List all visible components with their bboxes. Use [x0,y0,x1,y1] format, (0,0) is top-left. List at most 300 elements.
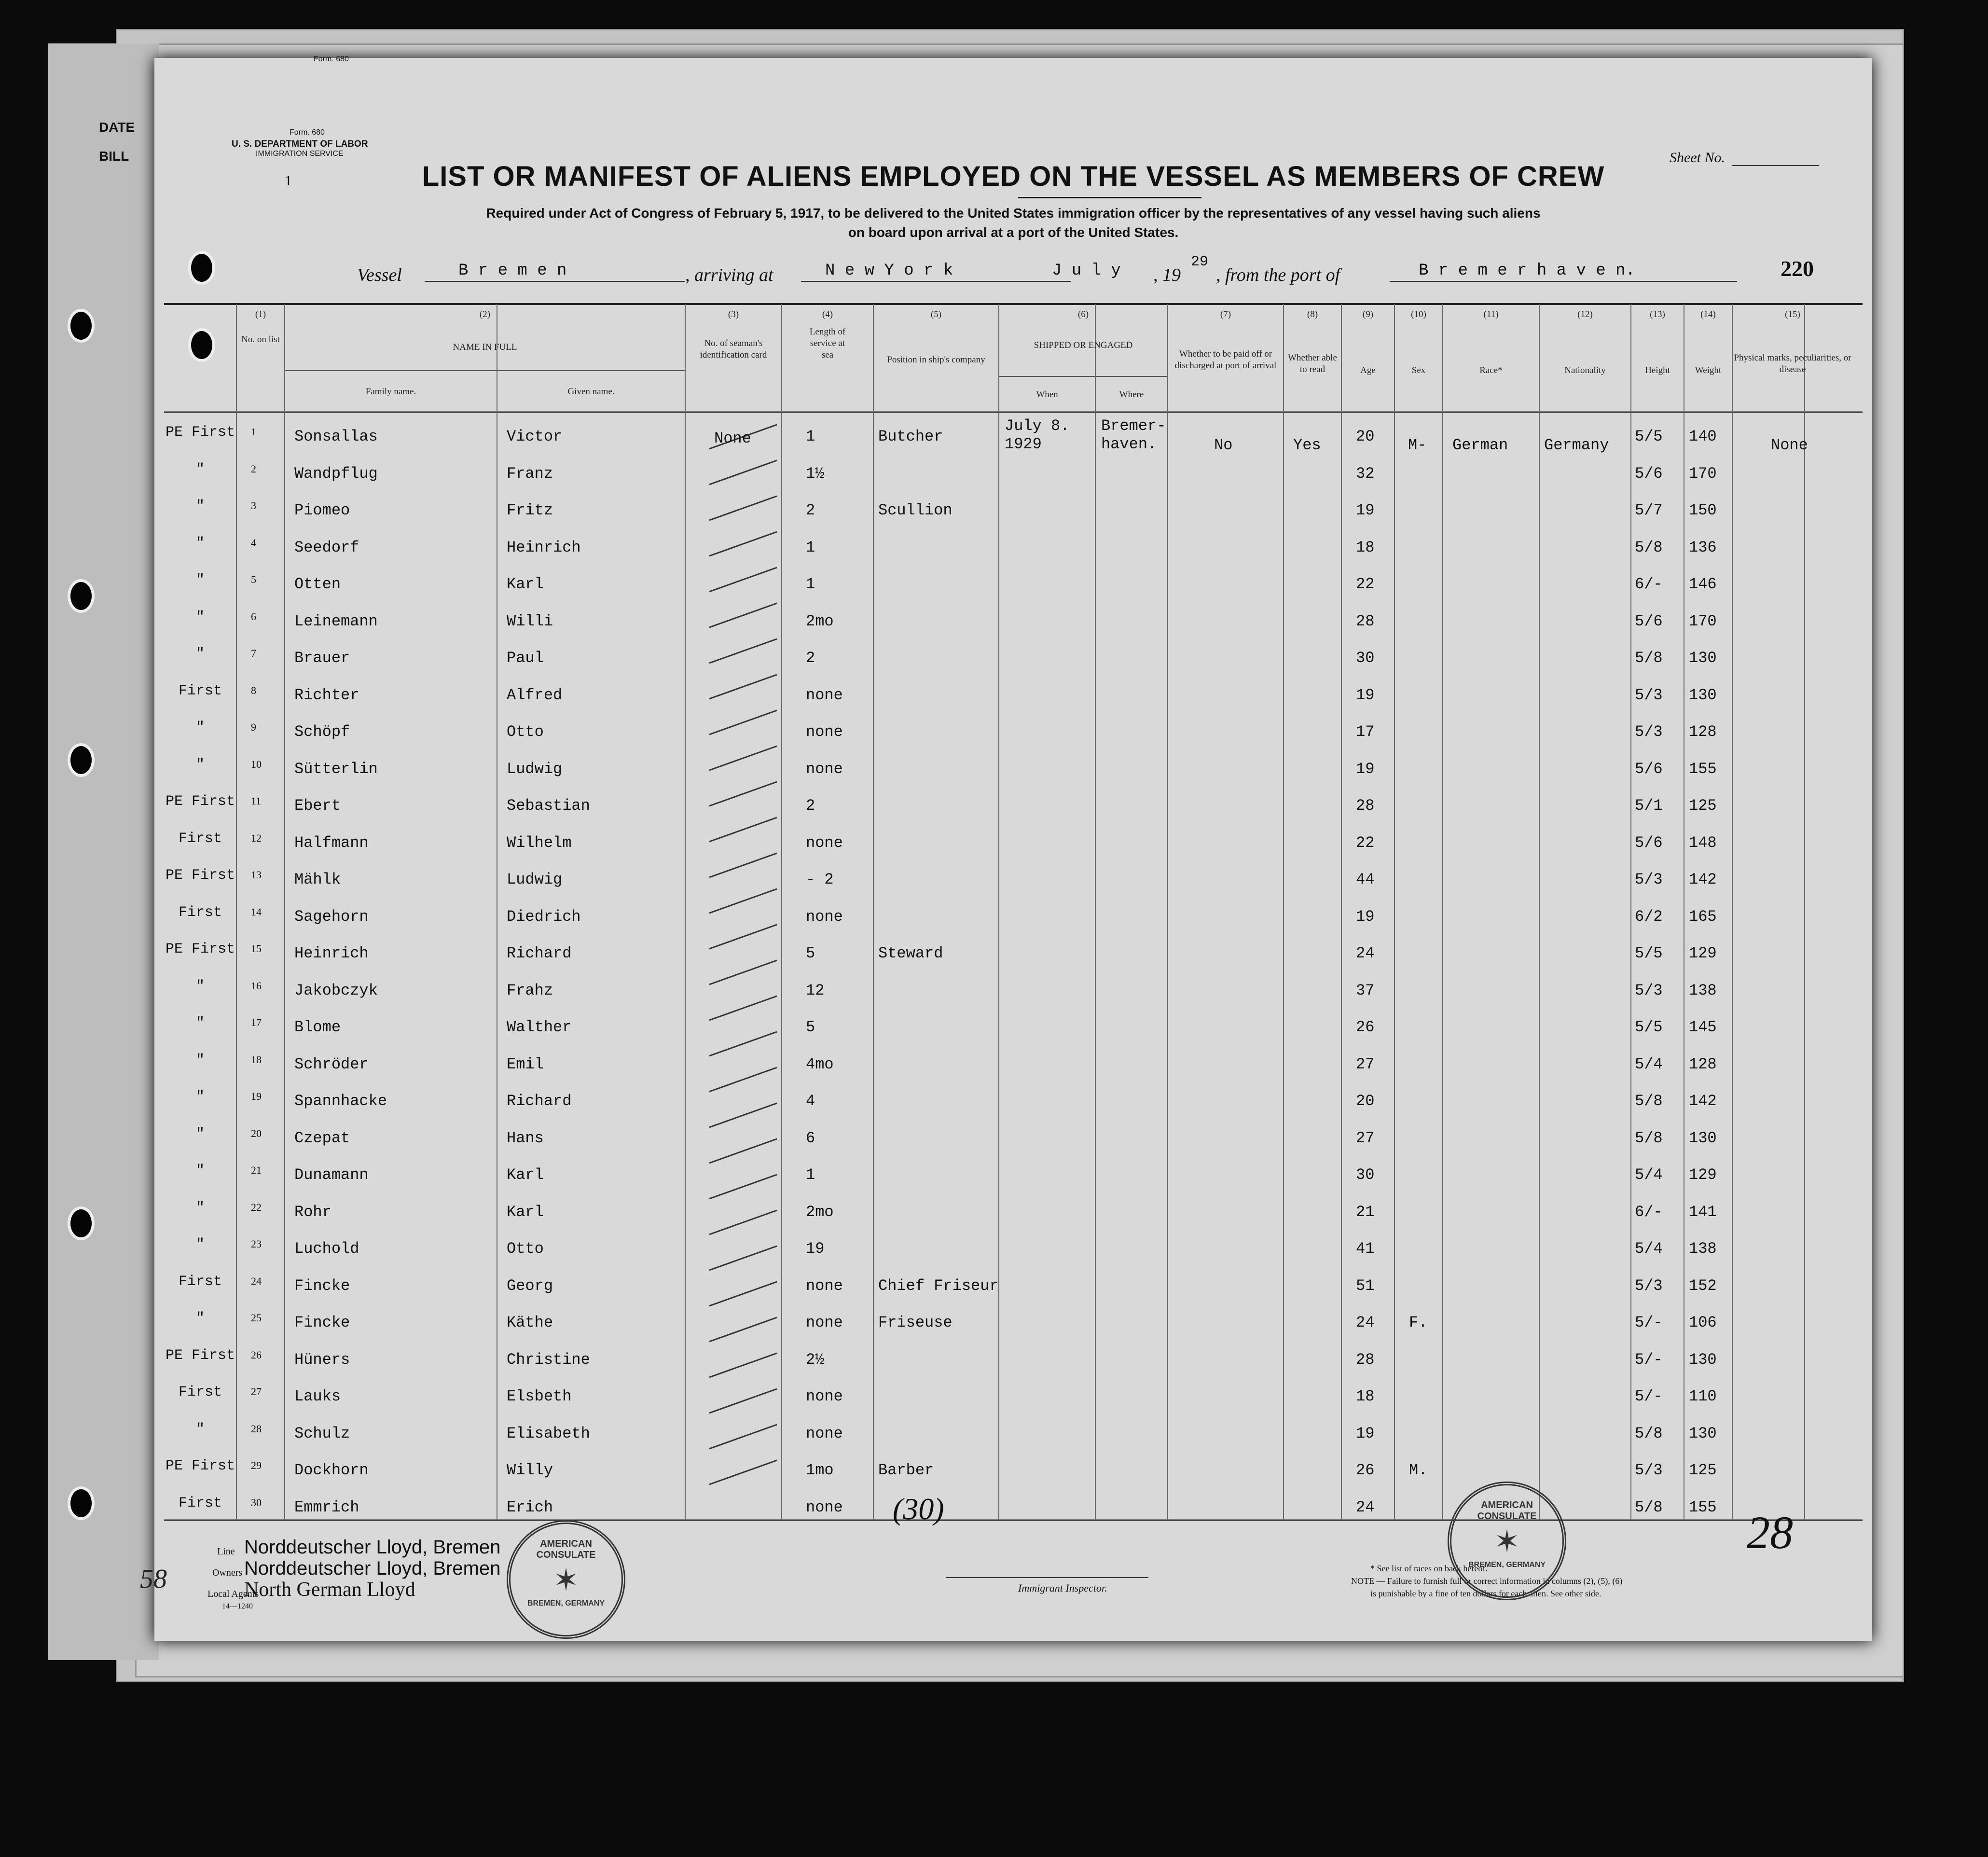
row-given-name: Otto [507,1240,544,1258]
row-number: 6 [251,610,256,623]
row-service-length: none [806,833,843,852]
col-when: When [1036,389,1058,400]
row-class: PE First [165,424,235,441]
col-no-on-list: No. on list [241,334,280,345]
arrival-month: J u l y [1052,262,1121,280]
stamp-city: BREMEN, GERMANY [527,1599,605,1608]
left-tab-strip [48,43,159,1660]
row1-nationality: Germany [1544,436,1609,454]
row-age: 27 [1356,1055,1375,1073]
row-age: 37 [1356,981,1375,999]
row1-race: German [1452,436,1508,454]
row-service-length: 4mo [806,1055,834,1073]
row-given-name: Alfred [507,686,563,704]
table-row [154,532,1872,569]
row1-where-2: haven. [1101,435,1157,453]
row-weight: 138 [1689,1240,1717,1258]
row-service-length: none [806,760,843,778]
from-label: , from the port of [1216,265,1340,285]
row-family-name: Dunamann [294,1166,369,1184]
row-age: 19 [1356,760,1375,778]
row-given-name: Richard [507,1092,572,1110]
row-family-name: Dockhorn [294,1461,369,1479]
row-height: 5/3 [1635,686,1663,704]
row-weight: 170 [1689,464,1717,483]
table-row [154,1159,1872,1196]
row-weight: 125 [1689,1461,1717,1479]
row-class: " [195,461,205,478]
row-position: Friseuse [878,1314,953,1331]
row-position: Steward [878,944,943,962]
row-class: PE First [165,941,235,957]
row-family-name: Sagehorn [294,907,369,926]
row-given-name: Willy [507,1461,553,1479]
row-class: " [195,720,205,736]
row-weight: 141 [1689,1203,1717,1221]
row-family-name: Otten [294,575,341,593]
row-family-name: Heinrich [294,944,369,962]
row-class: " [195,535,205,552]
row-age: 24 [1356,1314,1375,1331]
row-given-name: Georg [507,1276,553,1295]
table-row [154,1344,1872,1381]
row-height: 5/5 [1635,428,1663,445]
row-given-name: Christine [507,1350,590,1369]
arrival-port: N e w Y o r k [825,262,953,280]
row-family-name: Rohr [294,1203,331,1221]
owners-label: Owners [212,1567,243,1578]
row-sex: F. [1409,1314,1428,1331]
col-num: (3) [728,309,739,319]
row-number: 17 [251,1016,262,1028]
arrival-line [801,281,1071,282]
row-class: " [195,756,205,773]
left-tab-bill: BILL [99,149,129,164]
row-weight: 128 [1689,1055,1717,1073]
row-family-name: Schulz [294,1424,350,1442]
row-class: " [195,1163,205,1179]
row-height: 5/8 [1635,649,1663,667]
form-number-top: Form. 680 [314,55,349,63]
stamp-text: AMERICAN CONSULATE [1477,1500,1537,1522]
row-weight: 129 [1689,944,1717,962]
row-height: 5/3 [1635,981,1663,999]
row-age: 20 [1356,1092,1375,1110]
row-family-name: Halfmann [294,833,369,852]
row-service-length: 2mo [806,612,834,630]
row-service-length: 2½ [806,1350,825,1369]
col-paid-off: Whether to be paid off or discharged at port of arrival [1174,349,1277,371]
row-height: 5/8 [1635,1129,1663,1147]
row-given-name: Diedrich [507,907,581,926]
col-num: (13) [1650,309,1665,319]
row-class: PE First [165,1347,235,1364]
row-height: 5/5 [1635,1018,1663,1036]
row-family-name: Piomeo [294,501,350,519]
left-tab-date: DATE [99,120,135,135]
row-number: 12 [251,831,262,844]
row-given-name: Richard [507,944,572,962]
row-position: Butcher [878,428,943,445]
row-weight: 155 [1689,1498,1717,1516]
punch-hole [68,309,95,343]
row-weight: 136 [1689,538,1717,556]
row-family-name: Czepat [294,1129,350,1147]
row-height: 5/6 [1635,612,1663,630]
row-given-name: Karl [507,1203,544,1221]
row-given-name: Fritz [507,501,553,519]
row-number: 14 [251,905,262,918]
crew-total: (30) [893,1492,944,1526]
col-given-name: Given name. [567,387,615,397]
row-service-length: 4 [806,1092,815,1110]
footnote-penalty: NOTE — Failure to furnish full or correct information in columns (2), (5), (6) [1351,1576,1623,1586]
row-class: First [178,830,222,847]
table-row [154,975,1872,1012]
punch-hole [188,328,215,362]
row-service-length: none [806,723,843,741]
col-num: (8) [1307,309,1318,319]
row-number: 8 [251,684,256,696]
row-height: 5/3 [1635,723,1663,741]
row-number: 22 [251,1201,262,1213]
row-number: 20 [251,1127,262,1139]
row-weight: 142 [1689,871,1717,888]
table-row [154,827,1872,864]
arriving-label: , arriving at [685,265,773,285]
row-class: " [195,646,205,662]
row-weight: 106 [1689,1314,1717,1331]
table-row [154,1270,1872,1307]
table-row [154,864,1872,901]
row-position: Scullion [878,501,953,519]
consulate-stamp [1448,1482,1566,1600]
row-age: 17 [1356,723,1375,741]
manifest-sheet [140,55,1872,1641]
row-service-length: 5 [806,1018,815,1036]
row-class: " [195,572,205,588]
table-row [154,1492,1872,1529]
row-class: " [195,978,205,995]
row-number: 16 [251,979,262,992]
row-number: 23 [251,1238,262,1250]
row-given-name: Frahz [507,981,553,999]
row-given-name: Erich [507,1498,553,1516]
row-height: 6/- [1635,1203,1663,1221]
table-row [154,1418,1872,1455]
row-family-name: Fincke [294,1276,350,1295]
row-weight: 138 [1689,981,1717,999]
row-given-name: Willi [507,612,553,630]
row-family-name: Sütterlin [294,760,378,778]
row-family-name: Schröder [294,1055,369,1073]
table-row [154,1455,1872,1492]
row-weight: 140 [1689,428,1717,445]
row-weight: 170 [1689,612,1717,630]
row-family-name: Jakobczyk [294,981,378,999]
col-num: (1) [255,309,266,319]
row-age: 27 [1356,1129,1375,1147]
row-class: First [178,1384,222,1400]
col-num: (6) [1077,309,1089,319]
row-weight: 130 [1689,649,1717,667]
row-service-length: none [806,1424,843,1442]
row-class: PE First [165,867,235,884]
col-length-service: Length of service at sea [809,327,846,360]
col-name-in-full: NAME IN FULL [453,342,517,352]
row-service-length: 2 [806,649,815,667]
row-class: " [195,498,205,514]
row-service-length: none [806,1314,843,1331]
row-service-length: none [806,1387,843,1405]
row-service-length: 2mo [806,1203,834,1221]
row-height: 5/7 [1635,501,1663,519]
row-family-name: Luchold [294,1240,359,1258]
table-row [154,642,1872,679]
row-service-length: none [806,686,843,704]
sheet-number-line [1732,165,1819,166]
row-weight: 165 [1689,907,1717,926]
row-number: 10 [251,758,262,770]
row-family-name: Brauer [294,649,350,667]
row-age: 24 [1356,944,1375,962]
table-row [154,458,1872,495]
col-nationality: Nationality [1564,365,1606,375]
row-service-length: 5 [806,944,815,962]
punch-hole [68,579,95,613]
row-number: 3 [251,499,256,512]
row-height: 5/3 [1635,1461,1663,1479]
col-family-name: Family name. [365,387,416,397]
row-number: 29 [251,1459,262,1471]
consulate-stamp [507,1520,625,1639]
footnote-races: * See list of races on back hereof. [1370,1564,1488,1573]
row-class: First [178,1495,222,1511]
row-height: 5/- [1635,1350,1663,1369]
row1-when: July 8. [1005,417,1070,435]
row-number: 4 [251,536,256,549]
row-height: 5/5 [1635,944,1663,962]
col-seaman-id: No. of seaman's identification card [700,338,767,360]
row-service-length: 1 [806,538,815,556]
row-class: " [195,1125,205,1142]
table-row [154,568,1872,606]
local-agents-label: Local Agents [207,1589,259,1599]
col-able-read: Whether able to read [1288,353,1337,374]
row-given-name: Walther [507,1018,572,1036]
table-row [154,1196,1872,1233]
row-service-length: none [806,1498,843,1516]
row-age: 30 [1356,1166,1375,1184]
eagle-seal-icon: ✶ [1494,1524,1520,1559]
row-number: 5 [251,573,256,585]
row-age: 21 [1356,1203,1375,1221]
table-row [154,1012,1872,1049]
col-shipped-engaged: SHIPPED OR ENGAGED [1034,340,1133,350]
row-position: Barber [878,1461,934,1479]
row-age: 18 [1356,1387,1375,1405]
row-service-length: 1 [806,1166,815,1184]
row-given-name: Ludwig [507,760,563,778]
col-num: (7) [1220,309,1231,319]
row-weight: 130 [1689,1129,1717,1147]
row-number: 11 [251,795,262,807]
col-age: Age [1360,365,1376,375]
row-age: 30 [1356,649,1375,667]
row-age: 28 [1356,797,1375,815]
row-age: 18 [1356,538,1375,556]
departure-line [1390,281,1737,282]
table-row [154,790,1872,827]
row-given-name: Elisabeth [507,1424,590,1442]
row-given-name: Sebastian [507,797,590,815]
form-subtitle-1: Required under Act of Congress of February 5, 1917, to be delivered to the United States immigration officer by the representatives of any vessel having such aliens [486,206,1541,221]
row-class: First [178,904,222,921]
row-class: PE First [165,1458,235,1474]
vessel-line [425,281,685,282]
row-number: 18 [251,1053,262,1066]
col-num: (14) [1700,309,1716,319]
row1-paid-off: No [1214,436,1233,454]
row-given-name: Karl [507,1166,544,1184]
row-weight: 148 [1689,833,1717,852]
row-weight: 130 [1689,1350,1717,1369]
col-num: (4) [822,309,833,319]
row-given-name: Karl [507,575,544,593]
row-age: 22 [1356,575,1375,593]
row-given-name: Paul [507,649,544,667]
col-num: (9) [1362,309,1374,319]
row-weight: 150 [1689,501,1717,519]
row-height: 5/- [1635,1387,1663,1405]
row-number: 2 [251,462,256,475]
row-height: 5/8 [1635,1092,1663,1110]
row-number: 9 [251,721,256,733]
punch-hole [188,251,215,285]
col-race: Race* [1479,365,1503,375]
row-family-name: Mählk [294,871,341,888]
row-weight: 110 [1689,1387,1717,1405]
row1-physical: None [1771,436,1808,454]
row-service-length: none [806,907,843,926]
line-name: Norddeutscher Lloyd, Bremen [244,1537,501,1558]
row-service-length: 1½ [806,464,825,483]
row-weight: 145 [1689,1018,1717,1036]
form-title: LIST OR MANIFEST OF ALIENS EMPLOYED ON THE VESSEL AS MEMBERS OF CREW [422,161,1605,192]
sheet-number-label: Sheet No. [1670,150,1725,166]
row-family-name: Blome [294,1018,341,1036]
table-row [154,1049,1872,1086]
row-class: " [195,1015,205,1031]
row-service-length: - 2 [806,871,834,888]
row-service-length: 2 [806,501,815,519]
page-number: 220 [1781,256,1814,281]
row-age: 19 [1356,501,1375,519]
row-service-length: 1 [806,428,815,445]
row1-sex: M- [1408,436,1427,454]
row-age: 20 [1356,428,1375,445]
table-row [154,1233,1872,1270]
row-family-name: Lauks [294,1387,341,1405]
title-rule [1018,197,1201,198]
print-code: 14—1240 [222,1602,253,1610]
row-age: 41 [1356,1240,1375,1258]
table-row [154,421,1872,458]
row-age: 51 [1356,1276,1375,1295]
row-height: 5/1 [1635,797,1663,815]
row-height: 5/8 [1635,538,1663,556]
form-number: Form. 680 [290,128,325,137]
row-service-length: 19 [806,1240,825,1258]
inspector-label: Immigrant Inspector. [1018,1582,1107,1594]
row-age: 22 [1356,833,1375,852]
inspector-signature-line [946,1577,1148,1578]
row-height: 5/3 [1635,871,1663,888]
row-height: 5/4 [1635,1240,1663,1258]
row-service-length: 1 [806,575,815,593]
row-given-name: Otto [507,723,544,741]
row-weight: 130 [1689,1424,1717,1442]
col-physical: Physical marks, peculiarities, or disease [1734,353,1851,374]
row-height: 5/8 [1635,1424,1663,1442]
local-agents-name: North German Lloyd [244,1579,415,1601]
punch-hole [68,1486,95,1520]
row-height: 5/8 [1635,1498,1663,1516]
row-number: 30 [251,1496,262,1509]
punch-hole [68,743,95,777]
row-given-name: Elsbeth [507,1387,572,1405]
col-num: (12) [1577,309,1593,319]
line-label: Line [217,1546,235,1557]
row-given-name: Hans [507,1129,544,1147]
punch-hole [68,1206,95,1240]
margin-number: 58 [140,1564,167,1594]
row-height: 5/6 [1635,464,1663,483]
col-num: (11) [1483,309,1499,319]
page-mark: 28 [1747,1507,1793,1558]
stamp-city: BREMEN, GERMANY [1468,1561,1546,1569]
row-given-name: Ludwig [507,871,563,888]
table-row [154,1123,1872,1160]
row-given-name: Heinrich [507,538,581,556]
row-age: 26 [1356,1461,1375,1479]
row-height: 5/6 [1635,760,1663,778]
col-num: (10) [1411,309,1426,319]
row1-able-read: Yes [1293,436,1321,454]
row-height: 5/3 [1635,1276,1663,1295]
table-row [154,938,1872,975]
row-service-length: 1mo [806,1461,834,1479]
row-age: 32 [1356,464,1375,483]
row-weight: 125 [1689,797,1717,815]
row-service-length: 12 [806,981,825,999]
row-height: 5/6 [1635,833,1663,852]
row-sex: M. [1409,1461,1428,1479]
table-row [154,1307,1872,1344]
row-age: 19 [1356,907,1375,926]
table-row [154,679,1872,717]
row-age: 24 [1356,1498,1375,1516]
form-subtitle-2: on board upon arrival at a port of the United States. [848,225,1179,240]
row-class: " [195,1199,205,1216]
stamp-text: AMERICAN CONSULATE [536,1538,596,1560]
col-position: Position in ship's company [887,355,985,365]
row-family-name: Wandpflug [294,464,378,483]
row-class: " [195,1236,205,1253]
row-height: 5/4 [1635,1055,1663,1073]
row-class: " [195,1421,205,1438]
row-family-name: Schöpf [294,723,350,741]
